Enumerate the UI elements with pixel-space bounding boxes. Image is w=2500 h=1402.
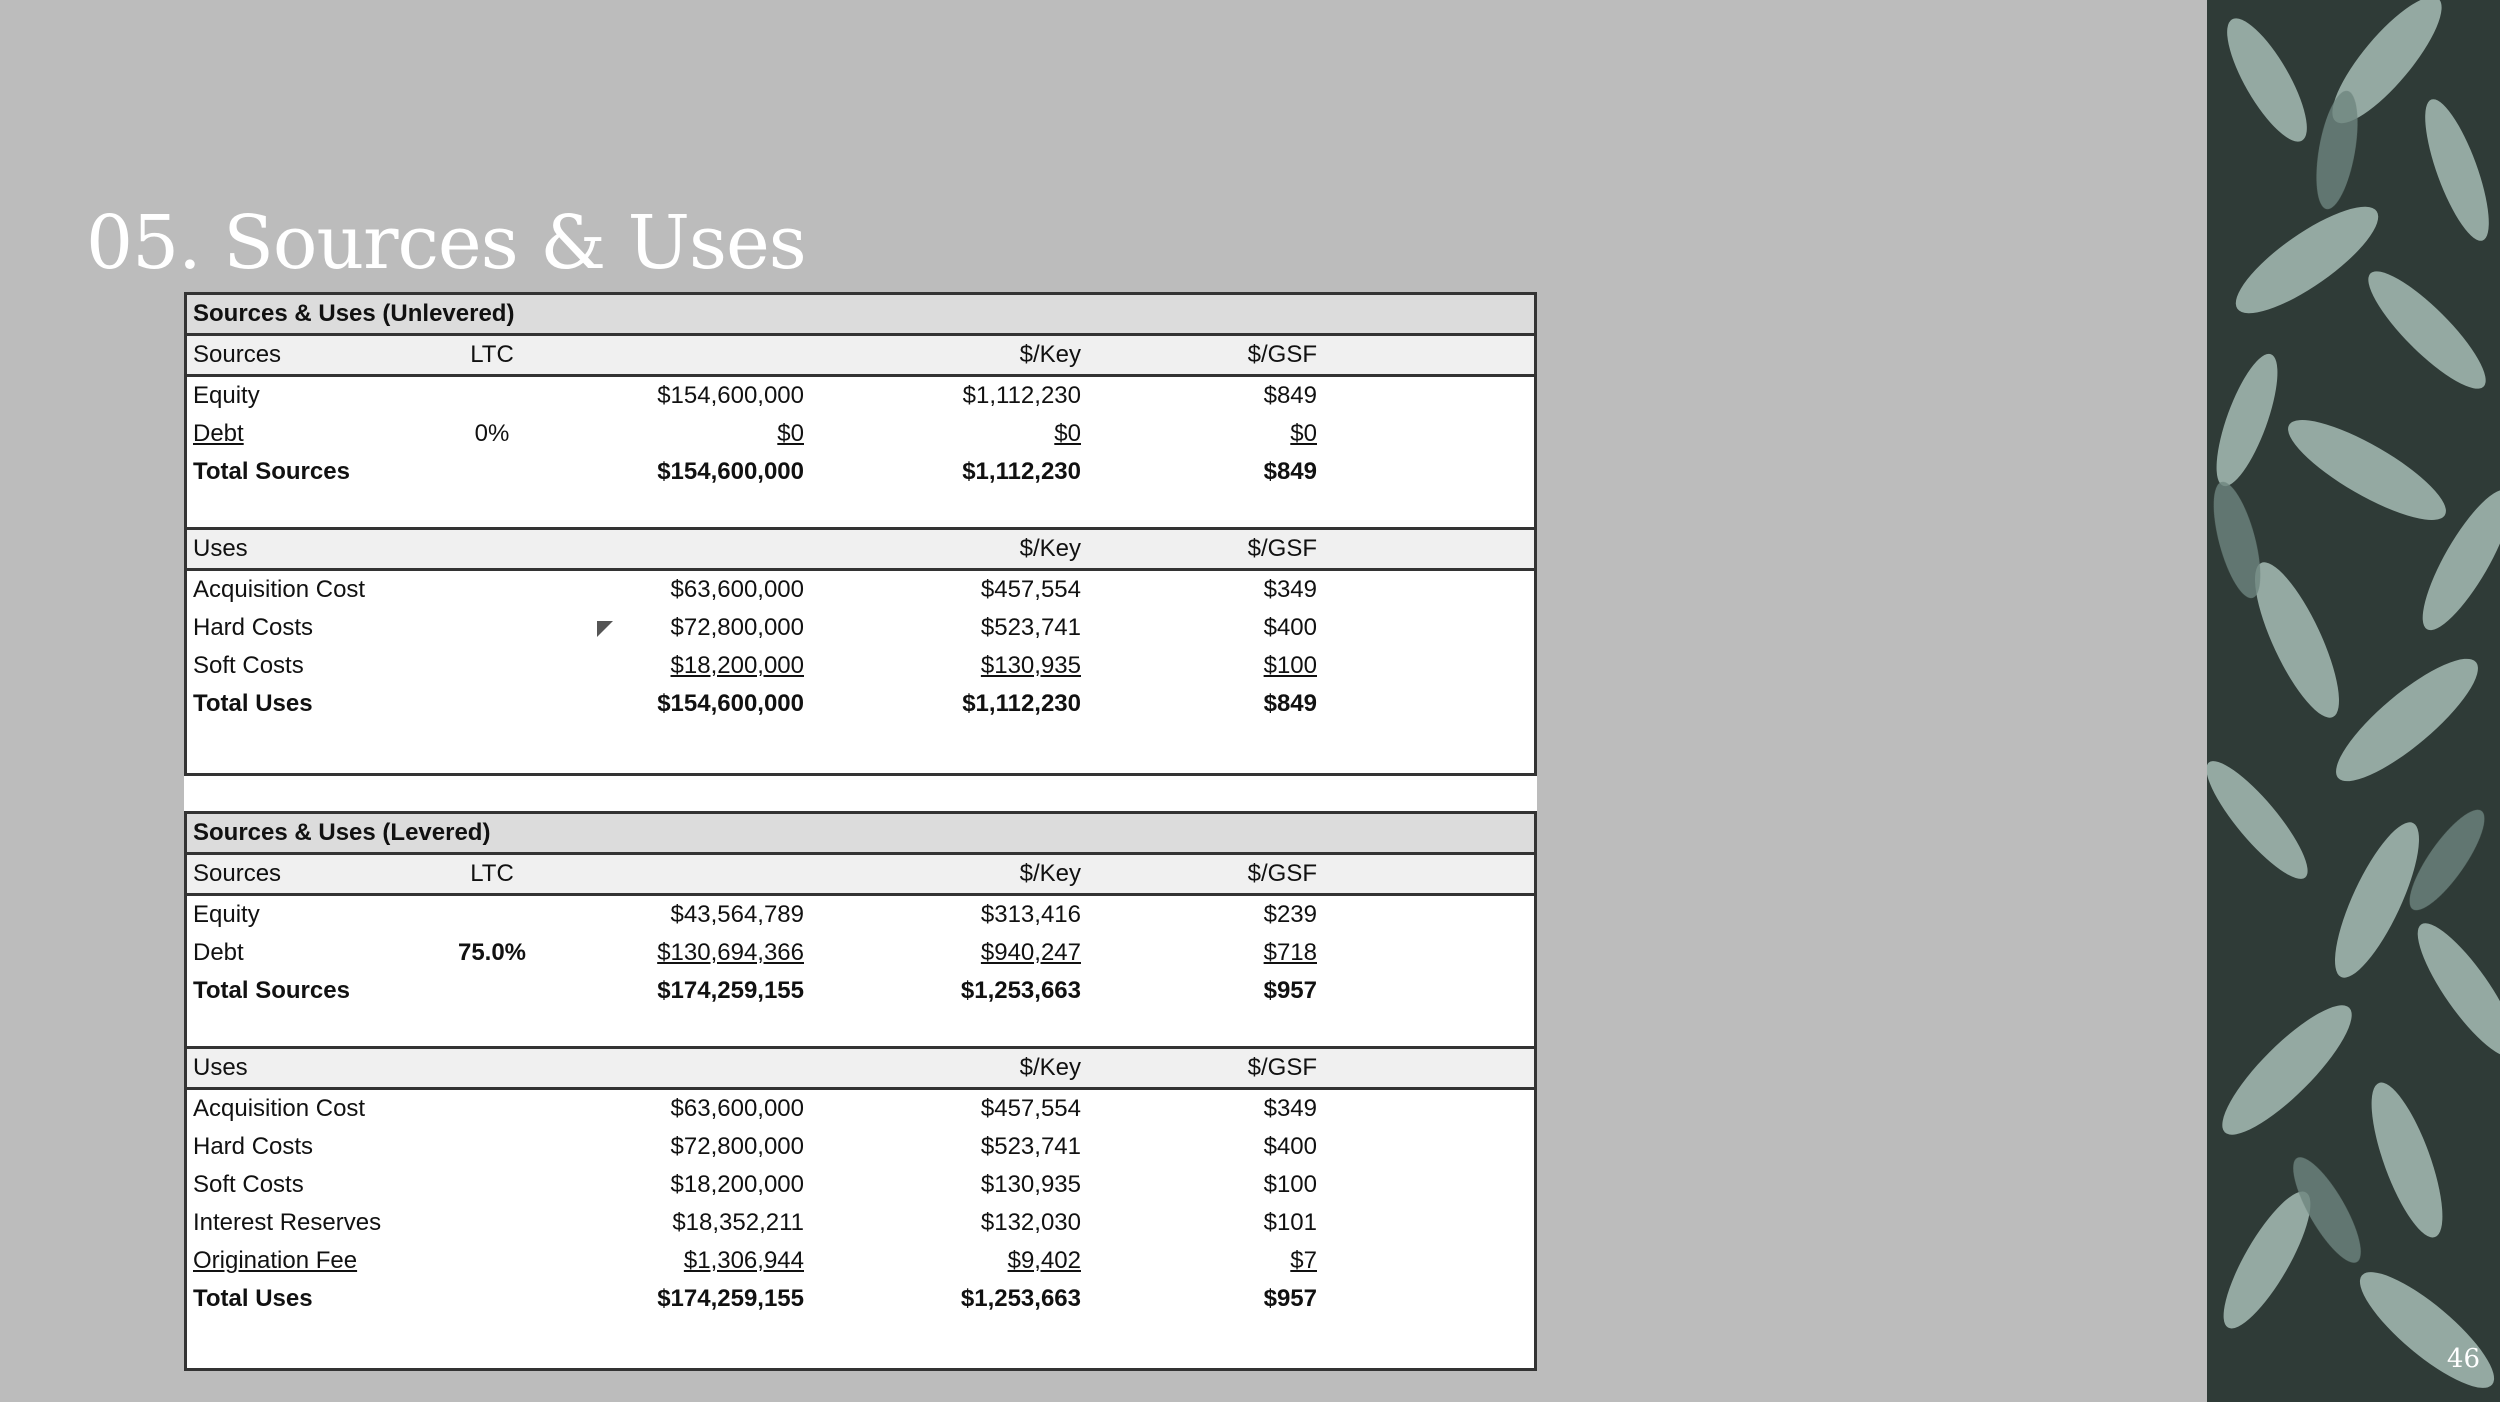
table-row (187, 1166, 1534, 1204)
total-value: $154,600,000 (657, 382, 804, 409)
cell-comment-marker-icon[interactable] (597, 621, 613, 637)
per-gsf-value: $0 (1290, 420, 1317, 447)
table-header (187, 814, 1534, 855)
sources-uses-table-image (184, 292, 1537, 1371)
column-label: Sources (193, 341, 282, 368)
row-label: Acquisition Cost (193, 1095, 366, 1122)
per-gsf-value: $849 (1263, 382, 1317, 409)
levered-table (184, 811, 1537, 1371)
total-value: $1,306,944 (683, 1247, 804, 1274)
row-label: Hard Costs (193, 1133, 314, 1160)
per-gsf-value: $7 (1290, 1247, 1317, 1274)
total-value: $174,259,155 (657, 977, 804, 1004)
total-value: $0 (777, 420, 804, 447)
total-value: $43,564,789 (670, 901, 804, 928)
row-label: Equity (193, 382, 260, 409)
per-gsf-value: $349 (1263, 576, 1317, 603)
total-row (187, 972, 1534, 1010)
table-row (187, 647, 1534, 685)
row-label: Debt (193, 939, 244, 966)
total-value: $63,600,000 (670, 576, 804, 603)
row-label: Interest Reserves (193, 1209, 382, 1236)
row-label: Soft Costs (193, 1171, 304, 1198)
table-row (187, 1128, 1534, 1166)
per-gsf-value: $849 (1263, 690, 1317, 717)
column-label: Sources (193, 860, 282, 887)
per-key-value: $1,112,230 (962, 382, 1081, 409)
per-key-value: $0 (1054, 420, 1081, 447)
per-key-value: $9,402 (1007, 1247, 1081, 1274)
per-key-value: $313,416 (980, 901, 1081, 928)
per-key-value: $130,935 (980, 1171, 1081, 1198)
row-label: Origination Fee (193, 1247, 358, 1274)
ltc-value: 0% (474, 420, 510, 447)
per-gsf-value: $400 (1263, 614, 1317, 641)
table-header (187, 295, 1534, 336)
per-gsf-header: $/GSF (1247, 535, 1317, 562)
total-value: $154,600,000 (657, 458, 804, 485)
slide-title: 05. Sources & Uses (86, 199, 806, 286)
table-row (187, 609, 1534, 647)
table-row (187, 896, 1534, 934)
table-row (187, 1090, 1534, 1128)
total-value: $18,352,211 (672, 1209, 804, 1236)
total-value: $72,800,000 (670, 1133, 804, 1160)
per-gsf-value: $718 (1263, 939, 1317, 966)
per-gsf-value: $957 (1263, 1285, 1317, 1312)
row-label: Total Uses (193, 1285, 313, 1312)
per-key-value: $1,112,230 (962, 458, 1081, 485)
per-key-value: $132,030 (980, 1209, 1081, 1236)
row-label: Debt (193, 420, 244, 447)
per-gsf-value: $100 (1263, 652, 1317, 679)
ltc-value: 75.0% (457, 939, 527, 966)
per-key-value: $457,554 (980, 576, 1081, 603)
per-key-header: $/Key (1019, 860, 1081, 887)
table-row (187, 1242, 1534, 1280)
table-row (187, 571, 1534, 609)
total-value: $174,259,155 (657, 1285, 804, 1312)
uses-header-row (187, 527, 1534, 571)
per-key-header: $/Key (1019, 341, 1081, 368)
per-key-value: $1,253,663 (960, 1285, 1081, 1312)
total-value: $18,200,000 (670, 1171, 804, 1198)
ltc-header: LTC (470, 341, 514, 368)
foliage-photo (2207, 0, 2500, 1402)
per-key-value: $940,247 (980, 939, 1081, 966)
per-key-value: $457,554 (980, 1095, 1081, 1122)
ltc-header: LTC (470, 860, 514, 887)
per-key-header: $/Key (1019, 1054, 1081, 1081)
table-row (187, 1204, 1534, 1242)
table-row (187, 377, 1534, 415)
foliage-illustration (2207, 0, 2500, 1402)
per-key-value: $1,112,230 (962, 690, 1081, 717)
per-key-value: $523,741 (980, 614, 1081, 641)
table-row (187, 934, 1534, 972)
per-gsf-header: $/GSF (1247, 1054, 1317, 1081)
uses-header-row (187, 1046, 1534, 1090)
per-key-value: $1,253,663 (960, 977, 1081, 1004)
total-value: $63,600,000 (670, 1095, 804, 1122)
total-value: $72,800,000 (670, 614, 804, 641)
per-gsf-value: $100 (1263, 1171, 1317, 1198)
page-number: 46 (2446, 1344, 2480, 1374)
row-label: Total Sources (193, 977, 350, 1004)
per-gsf-value: $349 (1263, 1095, 1317, 1122)
row-label: Total Sources (193, 458, 350, 485)
total-value: $130,694,366 (657, 939, 804, 966)
per-gsf-value: $400 (1263, 1133, 1317, 1160)
per-gsf-header: $/GSF (1247, 860, 1317, 887)
per-gsf-value: $101 (1263, 1209, 1317, 1236)
per-gsf-value: $957 (1263, 977, 1317, 1004)
row-label: Acquisition Cost (193, 576, 366, 603)
total-row (187, 453, 1534, 491)
total-value: $18,200,000 (670, 652, 804, 679)
total-row (187, 685, 1534, 723)
per-gsf-value: $239 (1263, 901, 1317, 928)
unlevered-table (184, 292, 1537, 776)
sources-header-row (187, 855, 1534, 896)
per-gsf-header: $/GSF (1247, 341, 1317, 368)
column-label: Uses (193, 1054, 248, 1081)
per-key-value: $523,741 (980, 1133, 1081, 1160)
total-value: $154,600,000 (657, 690, 804, 717)
row-label: Hard Costs (193, 614, 314, 641)
per-key-value: $130,935 (980, 652, 1081, 679)
sources-header-row (187, 336, 1534, 377)
per-key-header: $/Key (1019, 535, 1081, 562)
table-title: Sources & Uses (Unlevered) (193, 300, 515, 327)
total-row (187, 1280, 1534, 1318)
table-title: Sources & Uses (Levered) (193, 819, 491, 846)
table-row (187, 415, 1534, 453)
row-label: Equity (193, 901, 260, 928)
row-label: Soft Costs (193, 652, 304, 679)
row-label: Total Uses (193, 690, 313, 717)
column-label: Uses (193, 535, 248, 562)
per-gsf-value: $849 (1263, 458, 1317, 485)
